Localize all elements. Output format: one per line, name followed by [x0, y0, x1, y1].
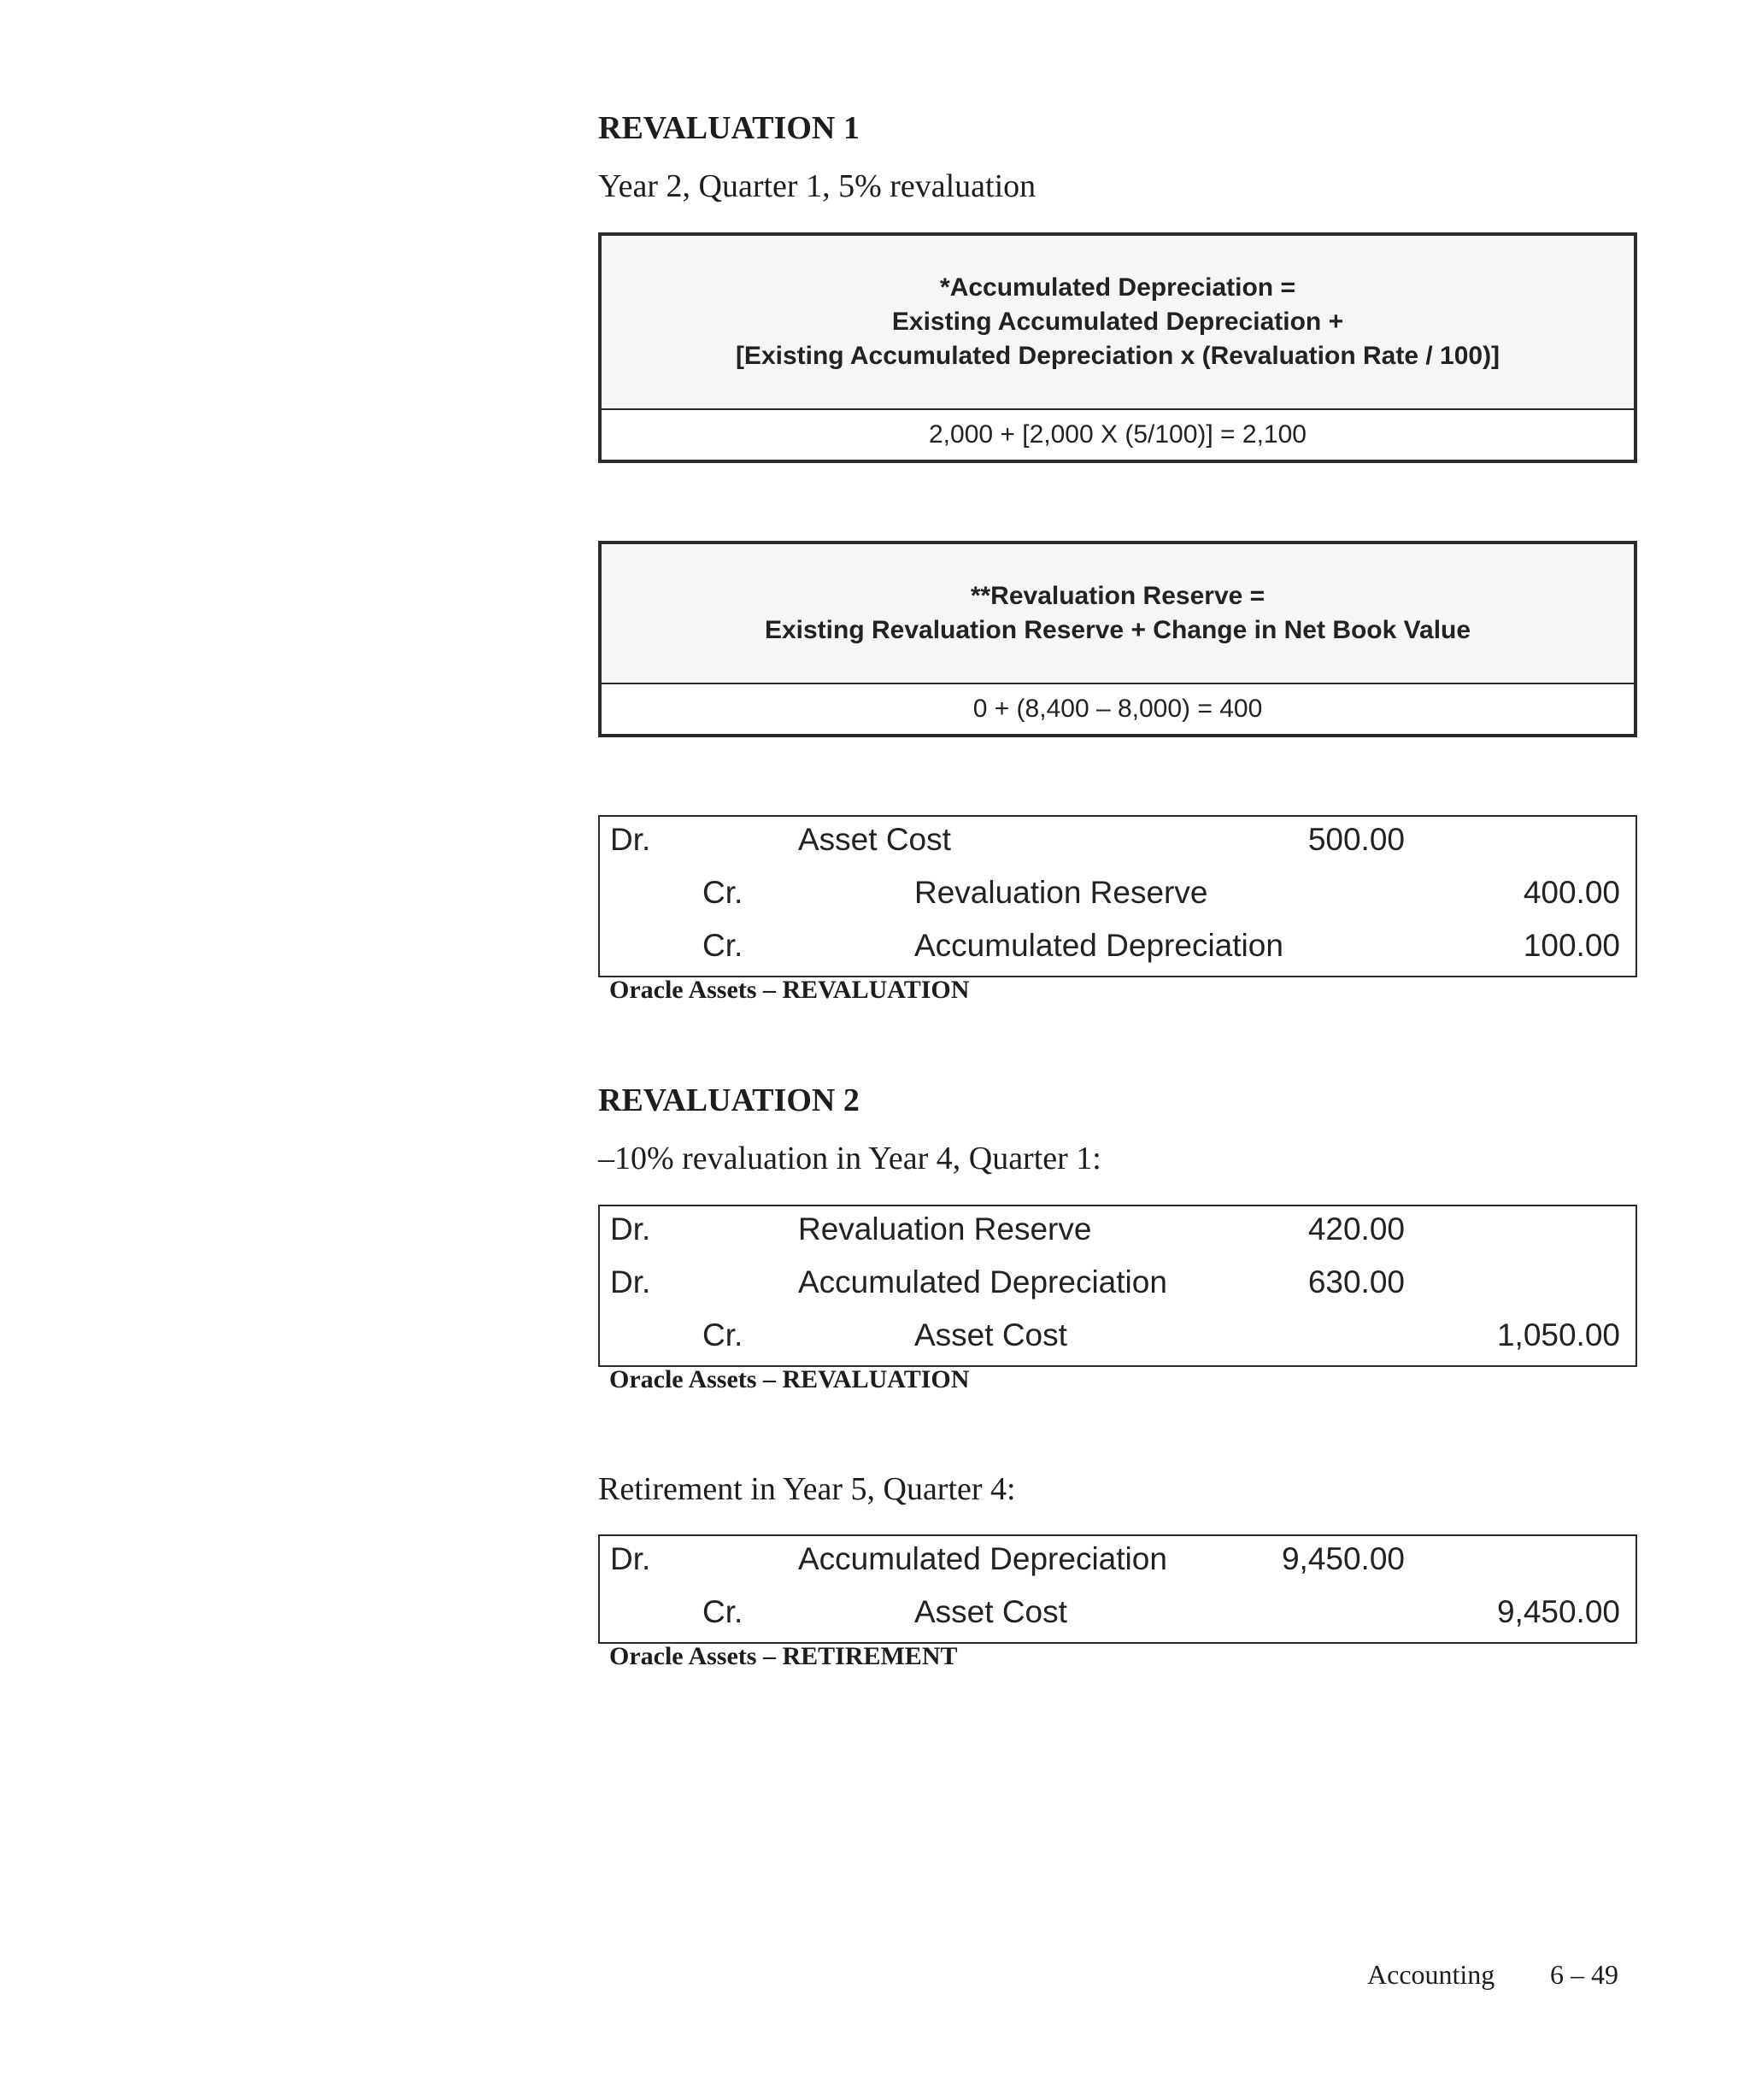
formula-result: 0 + (8,400 – 8,000) = 400	[972, 695, 1263, 723]
journal-row-debit	[600, 1206, 1635, 1259]
entry-account: Accumulated Depreciation	[914, 928, 1283, 963]
entry-side: Dr.	[610, 1541, 651, 1576]
entry-caption: Oracle Assets – REVALUATION	[609, 1365, 970, 1393]
entry-credit-amount: 400.00	[1523, 875, 1620, 910]
entry-side: Dr.	[610, 1264, 651, 1299]
entry-credit-amount: 100.00	[1523, 928, 1620, 963]
entry-account: Asset Cost	[914, 1317, 1067, 1352]
journal-row-debit	[600, 1536, 1635, 1589]
entry-debit-amount: 420.00	[1307, 1211, 1405, 1247]
entry-side: Cr.	[702, 928, 743, 963]
entry-account: Accumulated Depreciation	[798, 1541, 1167, 1576]
entry-side: Cr.	[702, 875, 743, 910]
journal-row-credit	[600, 1312, 1635, 1365]
footer-section-name: Accounting	[1367, 1959, 1495, 1990]
entry-debit-amount: 630.00	[1307, 1264, 1405, 1299]
footer-page-number: 6 – 49	[1550, 1959, 1618, 1990]
formula-line: [Existing Accumulated Depreciation x (Revaluation Rate / 100)]	[735, 342, 1500, 370]
formula-box-accumulated-depreciation	[598, 232, 1637, 463]
formula-result: 2,000 + [2,000 X (5/100)] = 2,100	[928, 420, 1307, 449]
section-subheading-retirement: Retirement in Year 5, Quarter 4:	[598, 1471, 1016, 1507]
journal-entry-revaluation-1	[598, 815, 1637, 977]
formula-box-revaluation-reserve	[598, 541, 1637, 737]
entry-side: Dr.	[610, 1211, 651, 1247]
entry-caption: Oracle Assets – RETIREMENT	[609, 1642, 958, 1670]
journal-row-debit	[600, 817, 1635, 870]
journal-row-debit	[600, 1259, 1635, 1312]
formula-line: **Revaluation Reserve =	[970, 582, 1266, 610]
formula-definition	[602, 544, 1634, 684]
entry-debit-amount: 9,450.00	[1281, 1541, 1405, 1576]
formula-line: Existing Revaluation Reserve + Change in Net Book Value	[764, 616, 1471, 644]
entry-account: Accumulated Depreciation	[798, 1264, 1167, 1299]
journal-row-credit	[600, 1589, 1635, 1642]
entry-account: Asset Cost	[798, 822, 951, 857]
entry-side: Cr.	[702, 1594, 743, 1629]
entry-debit-amount: 500.00	[1307, 822, 1405, 857]
section-subheading-revaluation-1: Year 2, Quarter 1, 5% revaluation	[598, 168, 1036, 204]
journal-row-credit	[600, 870, 1635, 923]
section-subheading-revaluation-2: –10% revaluation in Year 4, Quarter 1:	[598, 1141, 1101, 1176]
entry-account: Revaluation Reserve	[914, 875, 1208, 910]
journal-entry-revaluation-2	[598, 1205, 1637, 1367]
formula-line: *Accumulated Depreciation =	[940, 273, 1295, 302]
entry-caption: Oracle Assets – REVALUATION	[609, 976, 970, 1004]
entry-account: Asset Cost	[914, 1594, 1067, 1629]
entry-side: Dr.	[610, 822, 651, 857]
journal-entry-retirement	[598, 1534, 1637, 1644]
entry-side: Cr.	[702, 1317, 743, 1352]
entry-credit-amount: 1,050.00	[1496, 1317, 1620, 1352]
section-heading-revaluation-2: REVALUATION 2	[598, 1082, 860, 1118]
entry-credit-amount: 9,450.00	[1496, 1594, 1620, 1629]
formula-definition	[602, 236, 1634, 410]
section-heading-revaluation-1: REVALUATION 1	[598, 110, 860, 146]
journal-row-credit	[600, 923, 1635, 976]
formula-line: Existing Accumulated Depreciation +	[891, 308, 1344, 336]
entry-account: Revaluation Reserve	[798, 1211, 1092, 1247]
